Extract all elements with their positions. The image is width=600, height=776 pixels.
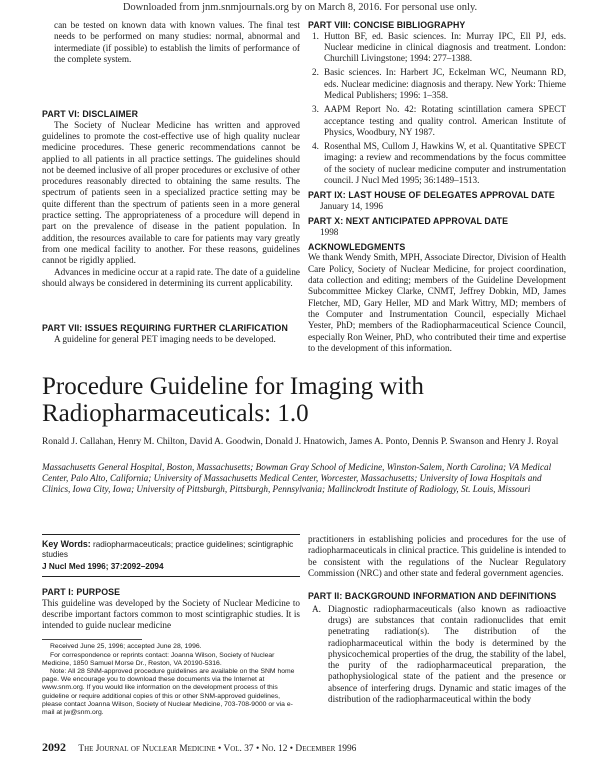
reference-item — [308, 141, 566, 186]
top-right-column — [308, 20, 566, 354]
part6-heading: PART VI: DISCLAIMER — [42, 109, 139, 120]
part1-text: This guideline was developed by the Society of Nuclear Medicine to describe important factors common to most scintigraphic studies. It is intended to guide nuclear medicine — [42, 597, 300, 631]
journal-info: The Journal of Nuclear Medicine • Vol. 37 • No. 12 • December 1996 — [78, 744, 357, 754]
part9-date: January 14, 1996 — [320, 200, 384, 211]
divider — [42, 534, 300, 535]
part6-paragraph-2: Advances in medicine occur at a rapid rate. The date of a guideline should always be considered in determining its current applicability. — [42, 266, 300, 288]
reference-text: Hutton BF, ed. Basic sciences. In: Murray IPC, Ell PJ, eds. Nuclear medicine in clinical diagnosis and treatment. London: Churchill Livingstone; 1994: 277–1388. — [324, 30, 566, 64]
acknowledgments-heading: ACKNOWLEDGMENTS — [308, 241, 406, 252]
part7-text: A guideline for general PET imaging needs to be developed. — [54, 333, 276, 344]
part2-item-text: Diagnostic radiopharmaceuticals (also known as radioactive drugs) are substances that contain radionuclides that emit penetrating radiation(s). The distribution of the radiopharmaceutical within the body is determined by the physicochemical properties of the drug, the stability of the label, the purity of the radiopharmaceutical preparation, the pathophysiological state of the patient and the presence or absence of interfering drugs. Dynamic and static images of the distribution of the radiopharmaceutical within the body — [328, 603, 566, 705]
keywords-block — [42, 539, 300, 560]
part2-heading: PART II: BACKGROUND INFORMATION AND DEFINITIONS — [308, 591, 557, 602]
page-footer — [42, 740, 356, 755]
divider — [42, 576, 300, 577]
reference-item — [308, 104, 566, 138]
keywords-label: Key Words: — [42, 539, 91, 549]
part10-heading: PART X: NEXT ANTICIPATED APPROVAL DATE — [308, 216, 509, 227]
footnote-correspondence: For correspondence or reprints contact: Joanna Wilson, Society of Nuclear Medicine, 1850 Samuel Morse Dr., Reston, VA 20190-5316. — [42, 651, 275, 667]
footnote-note: Note: All 28 SNM-approved procedure guidelines are available on the SNM home page. We encourage you to download these documents via the Internet at www.snm.org. If you would like information on the development process of this guideline or require additional copies of this or other SNM-approved guidelines, please contact Joanna Wilson, Society of Nuclear Medicine, 703-708-9000 or via e-mail at jw@snm.org. — [42, 668, 295, 717]
bottom-left-column — [42, 534, 300, 717]
citation: J Nucl Med 1996; 37:2092–2094 — [42, 562, 164, 571]
article-title: Procedure Guideline for Imaging with Radiopharmaceuticals: 1.0 — [42, 373, 424, 427]
part1-heading: PART I: PURPOSE — [42, 587, 121, 597]
part2-item-label: A. — [312, 603, 321, 614]
reference-number: 2. — [312, 67, 319, 78]
reference-item — [308, 67, 566, 101]
article-authors: Ronald J. Callahan, Henry M. Chilton, David A. Goodwin, Donald J. Hnatowich, James A. Ponto, Dennis P. Swanson and Henry J. Royal — [42, 437, 559, 447]
reference-text: AAPM Report No. 42: Rotating scintillation camera SPECT acceptance testing and quality control. American Institute of Physics, Woodbury, NY 1987. — [324, 104, 566, 137]
download-header: Downloaded from jnm.snmjournals.org by on March 8, 2016. For personal use only. — [122, 2, 478, 13]
top-left-column — [42, 20, 300, 345]
page-number: 2092 — [42, 740, 66, 754]
part2-item — [308, 604, 566, 706]
purpose-continued-text: practitioners in establishing policies and procedures for the use of radiopharmaceuticals in clinical practice. This guideline is intended to be consistent with the regulations of the Nuclear Regulatory Commission (NRC) and other state and federal government agencies. — [308, 534, 566, 578]
reference-number: 3. — [312, 104, 319, 115]
keywords-text: radiopharmaceuticals; practice guidelines; scintigraphic studies — [42, 540, 294, 559]
part6-paragraph-1: The Society of Nuclear Medicine has written and approved guidelines to promote the cost-effective use of high quality nuclear medicine procedures. These generic recommendations cannot be applied to all patients in all practice settings. The guidelines should not be deemed inclusive of all proper procedures or exclusive of other procedures reasonably directed to obtaining the same results. The spectrum of patients seen in a specialized practice setting may be quite different than the spectrum of patients seen in a more general practice setting. The appropriateness of a procedure will depend in part on the prevalence of disease in the patient population. In addition, the resources available to care for patients may vary greatly from one medical facility to another. For these reasons, guidelines cannot be rigidly applied. — [42, 119, 300, 266]
part8-heading: PART VIII: CONCISE BIBLIOGRAPHY — [308, 20, 466, 30]
reference-number: 1. — [312, 30, 319, 41]
part9-heading: PART IX: LAST HOUSE OF DELEGATES APPROVAL DATE — [308, 190, 555, 201]
article-affiliations: Massachusetts General Hospital, Boston, Massachusetts; Bowman Gray School of Medicine, Winston-Salem, North Carolina; VA Medical Center, Palo Alto, California; University of Massachusetts Medical Center, Worcester, Massachusetts; University of Iowa Hospitals and Clinics, Iowa City, Iowa; University of Pittsburgh, Pittsburgh, Pennsylvania; Mallinckrodt Institute of Radiology, St. Louis, Missouri — [42, 462, 552, 494]
footnote-received: Received June 25, 1996; accepted June 28, 1996. — [50, 643, 202, 651]
reference-number: 4. — [312, 141, 319, 152]
footnote-rule — [42, 639, 142, 640]
part10-date: 1998 — [320, 226, 339, 237]
part7-heading: PART VII: ISSUES REQUIRING FURTHER CLARIFICATION — [42, 323, 288, 334]
reference-text: Rosenthal MS, Cullom J, Hawkins W, et al. Quantitative SPECT imaging: a review and recommendations by the focus committee of the society of nuclear medicine computer and instrumentation council. J Nucl Med 1995; 36:1489–1513. — [324, 141, 566, 186]
bottom-right-column — [308, 534, 566, 708]
reference-item — [308, 31, 566, 65]
reference-text: Basic sciences. In: Harbert JC, Eckelman WC, Neumann RD, eds. Nuclear medicine: diagnosis and therapy. New York: Thieme Medical Publishers; 1996: 1–358. — [324, 67, 566, 100]
acknowledgments-text: We thank Wendy Smith, MPH, Associate Director, Division of Health Care Policy, Society of Nuclear Medicine, for project coordination, data collection and editing; members of the Guideline Development Subcommittee Mickey Clarke, CNMT, Jeffrey Dobkin, MD, James Fletcher, MD, Gary Heller, MD and Mark Wittry, MD; members of the Computer and Instrumentation Council, especially Michael Yester, PhD; members of the Radiopharmaceutical Science Council, especially Ron Weiner, PhD, who contributed their time and expertise to the development of this information. — [308, 252, 566, 353]
continued-text: can be tested on known data with known values. The final test needs to be performed on many studies: normal, abnormal and intermediate (if possible) to establish the limits of performance of the complete system. — [54, 20, 300, 64]
